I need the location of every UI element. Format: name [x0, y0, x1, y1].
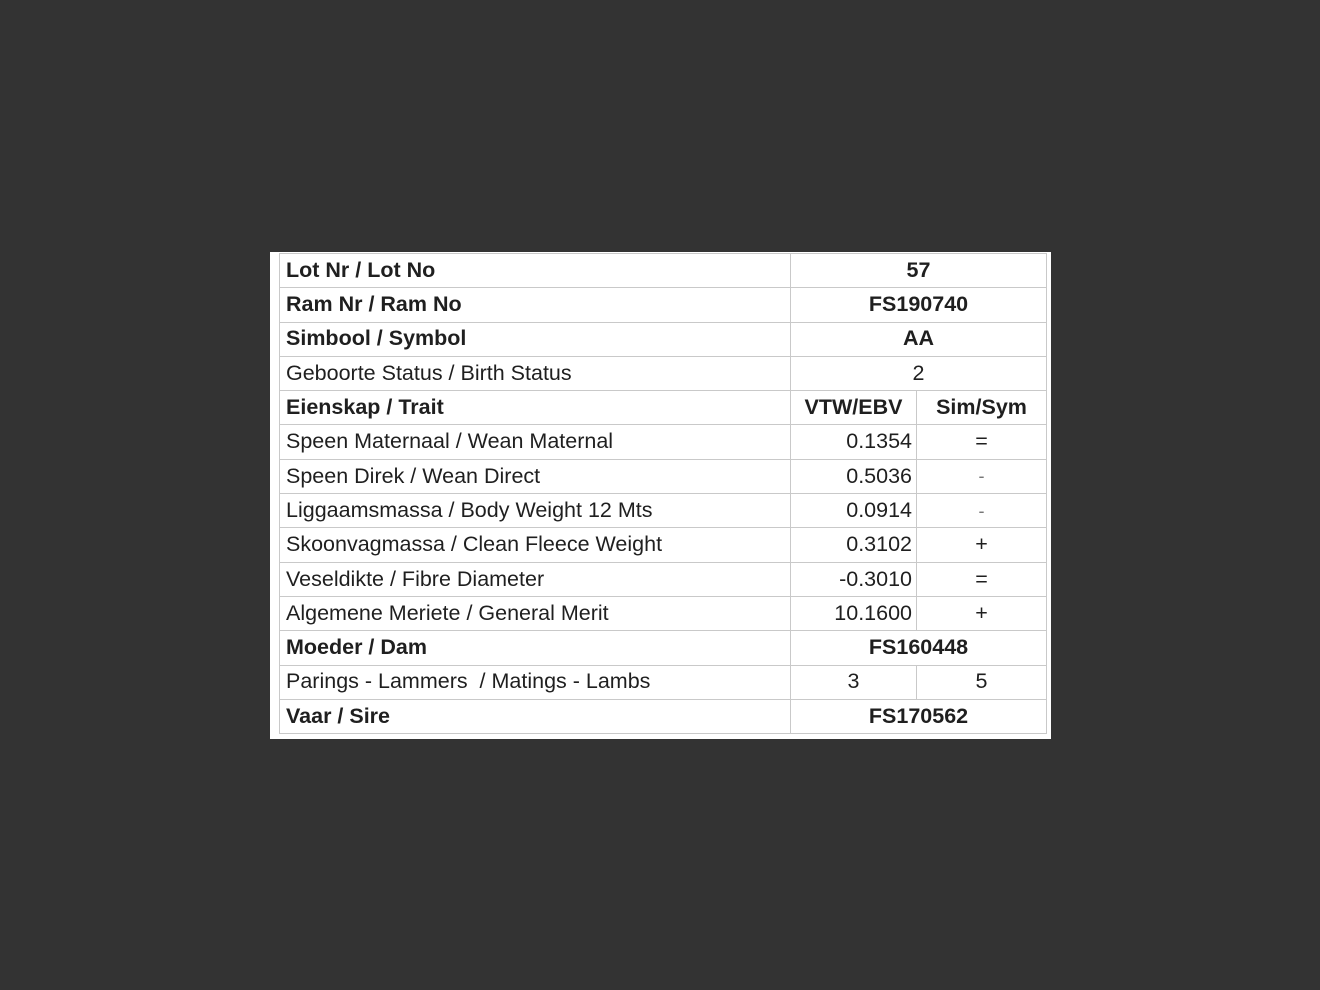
trait-symbol: +	[917, 528, 1047, 562]
trait-row-clean-fleece-weight	[280, 528, 1047, 562]
matings-lambs-label: Parings - Lammers / Matings - Lambs	[280, 665, 791, 699]
ram-no-label: Ram Nr / Ram No	[280, 288, 791, 322]
trait-ebv: 10.1600	[791, 596, 917, 630]
trait-label: Speen Maternaal / Wean Maternal	[280, 425, 791, 459]
trait-label: Speen Direk / Wean Direct	[280, 459, 791, 493]
ram-no-value: FS190740	[791, 288, 1047, 322]
trait-symbol: =	[917, 562, 1047, 596]
trait-symbol: -	[917, 494, 1047, 528]
trait-label: Veseldikte / Fibre Diameter	[280, 562, 791, 596]
birth-status-value: 2	[791, 356, 1047, 390]
trait-ebv: 0.5036	[791, 459, 917, 493]
trait-label: Algemene Meriete / General Merit	[280, 596, 791, 630]
ebv-column-header: VTW/EBV	[791, 391, 917, 425]
trait-symbol: -	[917, 459, 1047, 493]
trait-row-general-merit	[280, 596, 1047, 630]
trait-symbol: =	[917, 425, 1047, 459]
dam-label: Moeder / Dam	[280, 631, 791, 665]
trait-label: Skoonvagmassa / Clean Fleece Weight	[280, 528, 791, 562]
row-birth-status	[280, 356, 1047, 390]
row-matings-lambs	[280, 665, 1047, 699]
sym-column-header: Sim/Sym	[917, 391, 1047, 425]
trait-symbol: +	[917, 596, 1047, 630]
sire-value: FS170562	[791, 699, 1047, 733]
lot-no-label: Lot Nr / Lot No	[280, 254, 791, 288]
trait-ebv: 0.0914	[791, 494, 917, 528]
trait-row-fibre-diameter	[280, 562, 1047, 596]
matings-value: 3	[791, 665, 917, 699]
trait-row-body-weight	[280, 494, 1047, 528]
trait-label: Liggaamsmassa / Body Weight 12 Mts	[280, 494, 791, 528]
lambs-value: 5	[917, 665, 1047, 699]
trait-ebv: 0.3102	[791, 528, 917, 562]
row-dam	[280, 631, 1047, 665]
lot-no-value: 57	[791, 254, 1047, 288]
trait-row-wean-direct	[280, 459, 1047, 493]
row-traits-header	[280, 391, 1047, 425]
row-lot-no	[280, 254, 1047, 288]
traits-header-label: Eienskap / Trait	[280, 391, 791, 425]
row-sire	[280, 699, 1047, 733]
trait-ebv: -0.3010	[791, 562, 917, 596]
row-ram-no	[280, 288, 1047, 322]
symbol-value: AA	[791, 322, 1047, 356]
sire-label: Vaar / Sire	[280, 699, 791, 733]
trait-ebv: 0.1354	[791, 425, 917, 459]
symbol-label: Simbool / Symbol	[280, 322, 791, 356]
birth-status-label: Geboorte Status / Birth Status	[280, 356, 791, 390]
lot-info-table	[279, 253, 1047, 734]
trait-row-wean-maternal	[280, 425, 1047, 459]
dam-value: FS160448	[791, 631, 1047, 665]
lot-info-sheet	[270, 252, 1051, 739]
row-symbol	[280, 322, 1047, 356]
